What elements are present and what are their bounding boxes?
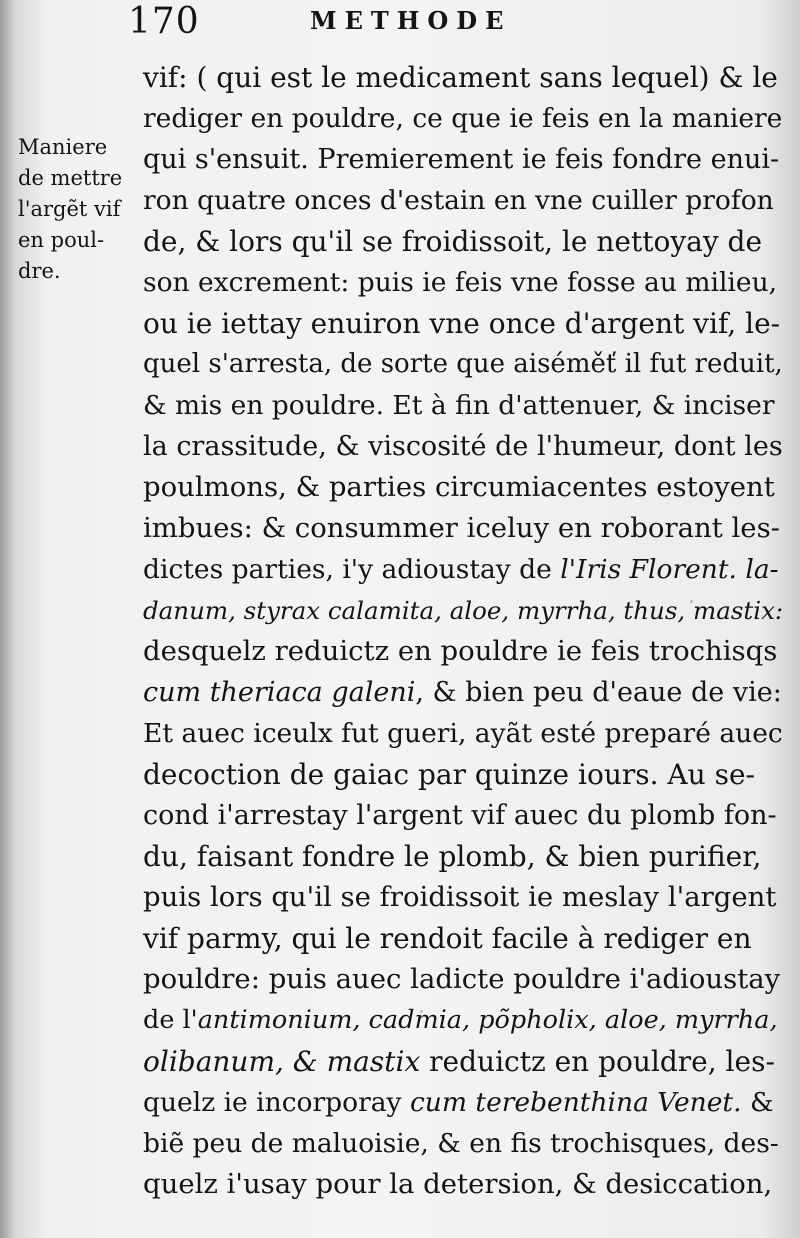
text-line <box>143 385 775 426</box>
text-line <box>143 467 775 508</box>
text-line <box>143 262 778 303</box>
italic-text: cum theriaca galeni <box>143 677 416 708</box>
roman-text: ron quatre onces d'estain en vne cuiller profon <box>143 185 774 216</box>
roman-text: & mis en pouldre. Et à fin d'attenuer, & inciser <box>143 390 775 421</box>
roman-text: , & bien peu d'eaue de vie: <box>415 677 782 708</box>
italic-text: cum terebenthina Venet. <box>409 1087 742 1118</box>
running-head: METHODE <box>310 6 512 35</box>
text-line <box>143 754 763 795</box>
roman-text: rediger en pouldre, ce que ie feis en la maniere <box>143 103 783 134</box>
roman-text: qui s'ensuit. Premierement ie feis fondre enui- <box>143 144 780 175</box>
roman-text: quel s'arresta, de sorte que aiséměť il fut reduit, <box>143 349 783 379</box>
roman-text: pouldre: puis auec ladicte pouldre i'adioustay <box>143 963 781 995</box>
margin-note-line: en poul- <box>18 228 105 252</box>
text-line <box>143 98 783 139</box>
roman-text: quelz ie incorporay <box>143 1087 410 1118</box>
text-line <box>143 549 779 590</box>
margin-note-line: Maniere <box>18 135 108 159</box>
text-line <box>143 426 783 467</box>
roman-text: vif: ( qui est le medicament sans lequel) & le <box>143 61 778 94</box>
page-number: 170 <box>128 1 200 42</box>
margin-note-line: l'argẽt vif <box>18 197 121 221</box>
roman-text: quelz i'usay pour la detersion, & desiccation, <box>143 1168 773 1200</box>
italic-text: olibanum, & mastix <box>143 1045 421 1078</box>
roman-text: reduictz en pouldre, les- <box>420 1045 775 1078</box>
roman-text: de l' <box>143 1005 198 1035</box>
margin-note-line: de mettre <box>18 166 123 190</box>
roman-text: cond i'arrestay l'argent vif auec du plomb fon- <box>143 800 777 831</box>
italic-text: l'Iris Florent. la- <box>560 554 779 585</box>
text-line <box>143 836 763 877</box>
roman-text: Et auec iceulx fut gueri, ayãt esté preparé auec <box>143 718 783 749</box>
text-line <box>143 57 778 98</box>
text-line <box>143 1041 775 1082</box>
italic-text: danum, styrax calamita, aloe, myrrha, thus, mastix: <box>143 596 784 625</box>
body-text <box>143 57 784 1205</box>
roman-text: & <box>741 1087 774 1118</box>
margin-note-line: dre. <box>18 259 61 283</box>
text-line <box>143 1123 779 1164</box>
text-line <box>143 590 784 631</box>
roman-text: de, & lors qu'il se froidissoit, le nettoyay de <box>143 225 763 258</box>
text-line <box>143 1082 774 1123</box>
text-line <box>143 918 763 959</box>
text-line <box>143 1000 778 1041</box>
text-line <box>143 795 777 836</box>
italic-text: antimonium, cadmia, põpholix, aloe, myrrha, <box>197 1005 778 1035</box>
text-line <box>143 713 783 754</box>
text-line <box>143 631 778 672</box>
text-line <box>143 508 780 549</box>
text-line <box>143 303 781 344</box>
roman-text: imbues: & consummer iceluy en roborant les- <box>143 512 780 544</box>
text-line <box>143 344 783 385</box>
roman-text: biẽ peu de maluoisie, & en fis trochisques, des- <box>143 1128 779 1159</box>
roman-text: vif parmy, qui le rendoit facile à rediger en <box>143 922 752 955</box>
roman-text: puis lors qu'il se froidissoit ie meslay l'argent <box>143 881 777 913</box>
text-line <box>143 139 780 180</box>
text-line <box>143 672 782 713</box>
text-line <box>143 877 777 918</box>
roman-text: du, faisant fondre le plomb, & bien purifier, <box>143 840 762 873</box>
roman-text: son excrement: puis ie feis vne fosse au milieu, <box>143 267 778 298</box>
roman-text: dictes parties, i'y adioustay de <box>143 554 561 585</box>
text-line <box>143 959 781 1000</box>
page-header <box>0 0 800 40</box>
text-line <box>143 221 763 262</box>
roman-text: decoction de gaiac par quinze iours. Au se- <box>143 758 755 791</box>
roman-text: ou ie iettay enuiron vne once d'argent vif, le- <box>143 307 781 340</box>
roman-text: la crassitude, & viscosité de l'humeur, dont les <box>143 431 783 462</box>
text-line <box>143 1164 773 1205</box>
text-line <box>143 180 774 221</box>
roman-text: poulmons, & parties circumiacentes estoyent <box>143 471 775 503</box>
margin-note <box>18 132 146 287</box>
roman-text: desquelz reduictz en pouldre ie feis trochisqs <box>143 635 778 667</box>
